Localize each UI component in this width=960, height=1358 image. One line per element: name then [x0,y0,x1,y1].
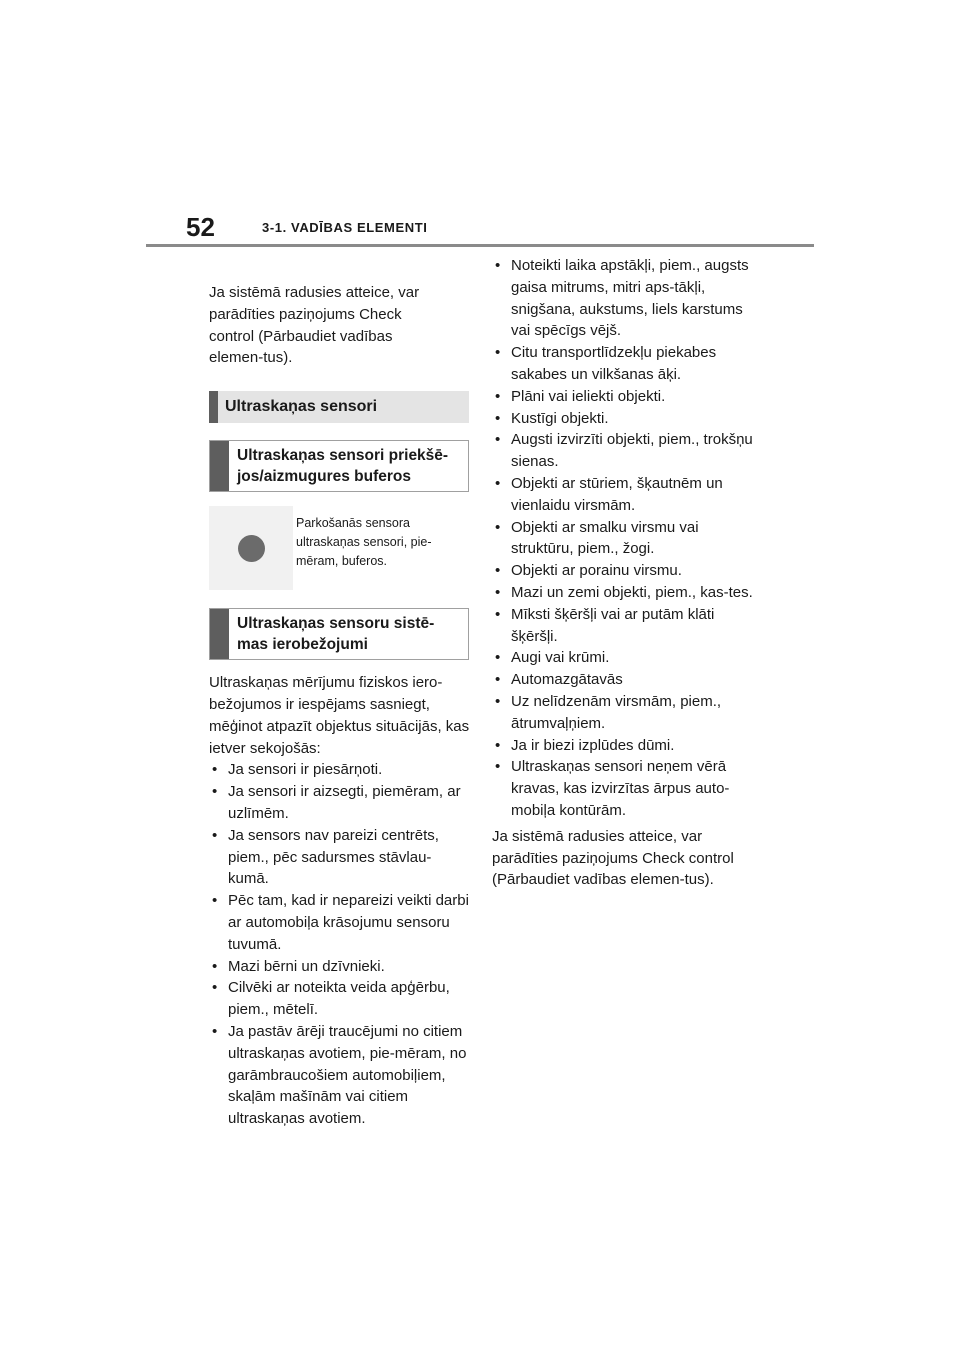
sensor-figure-row [209,506,471,590]
list-item: • Citu transportlīdzekļu piekabes sakabes un vilkšanas āķi. [492,342,762,386]
list-item: • Kustīgi objekti. [492,408,762,430]
list-item: • Objekti ar porainu virsmu. [492,560,762,582]
right-column [492,255,762,891]
list-item: • Plāni vai ieliekti objekti. [492,386,762,408]
subheading-limits [209,608,469,660]
list-item: • Cilvēki ar noteikta veida apģērbu, piem., mētelī. [209,977,471,1021]
left-bullet-list [209,759,471,1130]
list-item: • Automazgātavās [492,669,762,691]
page-number: 52 [186,212,215,242]
subheading-accent-bar [210,441,229,491]
list-item: • Pēc tam, kad ir nepareizi veikti darbi ar automobiļa krāsojumu sensoru tuvumā. [209,890,471,955]
right-bullet-list [492,255,762,822]
heading-accent-bar [209,391,218,423]
figure-caption: Parkošanās sensora ultraskaņas sensori, pie-mēram, buferos. [296,516,432,569]
sensor-dot-icon [238,535,265,562]
list-item: • Augi vai krūmi. [492,647,762,669]
subheading-accent-bar [210,609,229,659]
list-item: • Noteikti laika apstākļi, piem., augsts gaisa mitrums, mitri aps-tākļi, snigšana, aukstums, liels karstums vai spēcīgs vējš. [492,255,762,342]
subheading-front-rear-title: Ultraskaņas sensori priekšē-jos/aizmugures buferos [237,447,449,486]
list-item: • Ja ir biezi izplūdes dūmi. [492,735,762,757]
list-item: • Augsti izvirzīti objekti, piem., trokšņu sienas. [492,429,762,473]
list-item: • Uz nelīdzenām virsmām, piem., ātrumvaļņiem. [492,691,762,735]
subheading-front-rear [209,440,469,492]
section-heading [209,391,469,423]
list-item: • Mazi un zemi objekti, piem., kas-tes. [492,582,762,604]
list-item: • Objekti ar stūriem, šķautnēm un vienlaidu virsmām. [492,473,762,517]
header-divider [146,244,814,247]
list-item: • Objekti ar smalku virsmu vai struktūru, piem., žogi. [492,517,762,561]
list-item: • Ultraskaņas sensori neņem vērā kravas, kas izvirzītas ārpus auto-mobiļa kontūrām. [492,756,762,821]
intro-paragraph: Ja sistēmā radusies atteice, var parādīties paziņojums Check control (Pārbaudiet vadības elemen-tus). [209,284,420,367]
list-item: • Ja sensors nav pareizi centrēts, piem., pēc sadursmes stāvlau-kumā. [209,825,471,890]
left-column [209,282,471,1130]
closing-paragraph: Ja sistēmā radusies atteice, var parādīties paziņojums Check control (Pārbaudiet vadības elemen-tus). [492,827,734,889]
limits-paragraph: Ultraskaņas mērījumu fiziskos iero-bežojumos ir iespējams sasniegt, mēģinot atpazīt objektus situācijās, kas ietver sekojošās: [209,674,470,757]
list-item: • Mazi bērni un dzīvnieki. [209,956,471,978]
list-item: • Ja sensori ir aizsegti, piemēram, ar uzlīmēm. [209,781,471,825]
section-title: 3-1. VADĪBAS ELEMENTI [262,220,428,235]
section-heading-title: Ultraskaņas sensori [225,398,378,416]
list-item: • Ja pastāv ārēji traucējumi no citiem ultraskaņas avotiem, pie-mēram, no garāmbraucošiem automobiļiem, skaļām mašīnām vai citiem ultraskaņas avotiem. [209,1021,471,1130]
list-item: • Ja sensori ir piesārņoti. [209,759,471,781]
list-item: • Mīksti šķēršļi vai ar putām klāti šķēršļi. [492,604,762,648]
subheading-limits-title: Ultraskaņas sensoru sistē-mas ierobežojumi [237,615,435,654]
sensor-illustration [209,506,293,590]
